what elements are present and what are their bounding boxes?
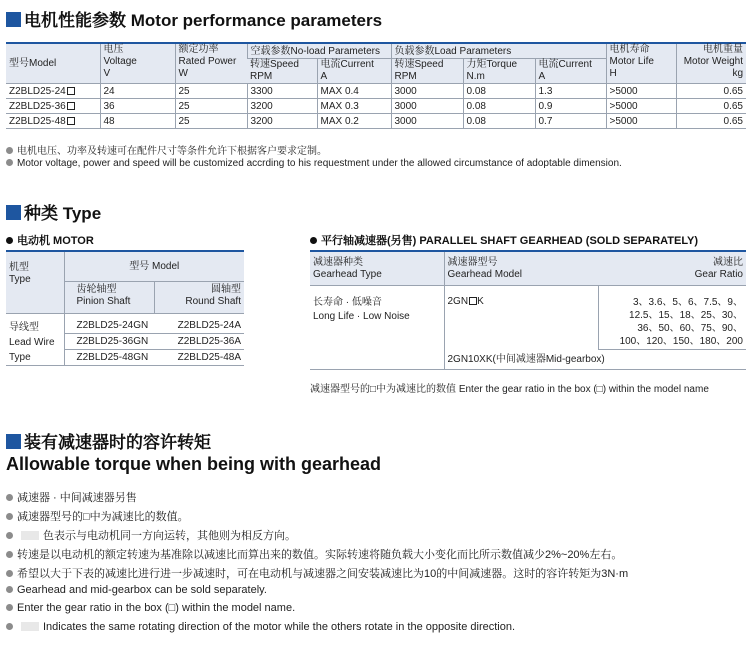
bullet-dot-icon bbox=[6, 147, 13, 154]
grey-swatch-icon bbox=[21, 531, 39, 540]
cell-nl-current: MAX 0.2 bbox=[317, 114, 391, 129]
cell-nl-speed: 3200 bbox=[247, 114, 317, 129]
header-load: 负载参数Load Parameters bbox=[391, 43, 606, 59]
header-noload: 空载参数No-load Parameters bbox=[247, 43, 391, 59]
torque-section-title-en: Allowable torque when being with gearhead bbox=[6, 454, 382, 474]
torque-bullet: 转速是以电动机的额定转速为基准除以减速比而算出来的数值。实际转速将随负载大小变化而比所示数值减少2%~20%左右。 bbox=[6, 546, 622, 562]
cell-model: Z2BLD25-48 bbox=[6, 114, 100, 129]
cell-life: >5000 bbox=[606, 84, 676, 99]
perf-section-title: 电机性能参数 Motor performance parameters bbox=[6, 6, 382, 31]
bullet-dot-icon bbox=[6, 494, 13, 501]
type-section-title: 种类 Type bbox=[6, 199, 101, 224]
cell-l-speed: 3000 bbox=[391, 99, 463, 114]
section-square-icon bbox=[6, 434, 21, 449]
torque-bullet: 减速器 · 中间减速器另售 bbox=[6, 489, 137, 505]
bullet-dot-icon bbox=[6, 604, 13, 611]
motor-subhead: 电动机 MOTOR bbox=[6, 232, 94, 248]
cell-gear-model: 2GN K bbox=[444, 285, 598, 349]
cell-nl-speed: 3200 bbox=[247, 99, 317, 114]
cell-gear-kind: 长寿命 · 低噪音 Long Life · Low Noise bbox=[310, 285, 444, 369]
header-voltage: 电压 Voltage V bbox=[100, 43, 175, 84]
table-row bbox=[6, 99, 746, 114]
table-row bbox=[6, 114, 746, 129]
checkbox-glyph-icon bbox=[469, 297, 477, 305]
table-header-row bbox=[310, 251, 746, 285]
cell-power: 25 bbox=[175, 84, 247, 99]
torque-bullet: Enter the gear ratio in the box (□) within the model name. bbox=[6, 602, 295, 614]
header-pinion: 齿轮轴型 Pinion Shaft bbox=[64, 281, 154, 313]
cell-l-speed: 3000 bbox=[391, 114, 463, 129]
header-nl-current: 电流Current A bbox=[317, 59, 391, 84]
cell-model: Z2BLD25-24 bbox=[6, 84, 100, 99]
performance-table bbox=[6, 42, 746, 129]
cell-torque: 0.08 bbox=[463, 84, 535, 99]
bullet-dot-icon bbox=[6, 513, 13, 520]
header-gear-type: 减速器种类 Gearhead Type bbox=[310, 251, 444, 285]
cell-voltage: 24 bbox=[100, 84, 175, 99]
cell-gear-ratio: 3、3.6、5、6、7.5、9、 12.5、15、18、25、30、 36、50、60、75、90、 100、120、150、180、200 bbox=[598, 285, 746, 349]
cell-torque: 0.08 bbox=[463, 114, 535, 129]
gearhead-table bbox=[310, 250, 746, 370]
bullet-dot-icon bbox=[6, 586, 13, 593]
torque-bullet: Gearhead and mid-gearbox can be sold separately. bbox=[6, 584, 267, 596]
section-square-icon bbox=[6, 12, 21, 27]
header-life: 电机寿命 Motor Life H bbox=[606, 43, 676, 84]
cell-l-speed: 3000 bbox=[391, 84, 463, 99]
table-row bbox=[6, 84, 746, 99]
header-gear-model: 减速器型号 Gearhead Model bbox=[444, 251, 598, 285]
torque-bullet: 色表示与电动机同一方向运转，其他则为相反方向。 bbox=[6, 527, 296, 543]
cell-leadwire: 导线型 Lead Wire Type bbox=[6, 313, 64, 365]
cell-nl-current: MAX 0.4 bbox=[317, 84, 391, 99]
gearhead-subhead: 平行轴减速器(另售) PARALLEL SHAFT GEARHEAD (SOLD SEPARATELY) bbox=[310, 232, 698, 248]
header-nl-speed: 转速Speed RPM bbox=[247, 59, 317, 84]
torque-bullet: Indicates the same rotating direction of the motor while the others rotate in the opposite direction. bbox=[6, 621, 515, 633]
cell-l-current: 0.9 bbox=[535, 99, 606, 114]
bullet-dot-icon bbox=[6, 159, 13, 166]
header-weight: 电机重量 Motor Weight kg bbox=[676, 43, 746, 84]
perf-note-cn: 电机电压、功率及转速可在配件尺寸等条件允许下根据客户要求定制。 bbox=[6, 142, 327, 157]
checkbox-glyph-icon bbox=[67, 87, 75, 95]
cell-power: 25 bbox=[175, 99, 247, 114]
cell-nl-current: MAX 0.3 bbox=[317, 99, 391, 114]
header-torque: 力矩Torque N.m bbox=[463, 59, 535, 84]
header-power: 额定功率 Rated Power W bbox=[175, 43, 247, 84]
header-l-speed: 转速Speed RPM bbox=[391, 59, 463, 84]
cell-round: Z2BLD25-36A bbox=[154, 333, 244, 349]
table-header-row bbox=[6, 251, 244, 281]
header-model: 型号 Model bbox=[64, 251, 244, 281]
section-square-icon bbox=[6, 205, 21, 220]
bullet-dot-icon bbox=[6, 237, 13, 244]
cell-power: 25 bbox=[175, 114, 247, 129]
torque-bullet: 减速器型号的□中为减速比的数值。 bbox=[6, 508, 189, 524]
grey-swatch-icon bbox=[21, 622, 39, 631]
cell-weight: 0.65 bbox=[676, 114, 746, 129]
table-row bbox=[6, 313, 244, 333]
cell-weight: 0.65 bbox=[676, 84, 746, 99]
cell-torque: 0.08 bbox=[463, 99, 535, 114]
cell-model: Z2BLD25-36 bbox=[6, 99, 100, 114]
bullet-dot-icon bbox=[6, 532, 13, 539]
cell-pinion: Z2BLD25-48GN bbox=[64, 349, 154, 365]
cell-weight: 0.65 bbox=[676, 99, 746, 114]
header-gear-ratio: 减速比 Gear Ratio bbox=[598, 251, 746, 285]
checkbox-glyph-icon bbox=[67, 102, 75, 110]
header-round: 圆轴型 Round Shaft bbox=[154, 281, 244, 313]
cell-pinion: Z2BLD25-36GN bbox=[64, 333, 154, 349]
cell-l-current: 1.3 bbox=[535, 84, 606, 99]
table-row bbox=[310, 285, 746, 349]
header-l-current: 电流Current A bbox=[535, 59, 606, 84]
torque-bullet: 希望以大于下表的减速比进行进一步减速时，可在电动机与减速器之间安装减速比为10的中间减速器。这时的容许转矩为3N·m bbox=[6, 565, 628, 581]
cell-round: Z2BLD25-48A bbox=[154, 349, 244, 365]
cell-life: >5000 bbox=[606, 114, 676, 129]
cell-round: Z2BLD25-24A bbox=[154, 313, 244, 333]
checkbox-glyph-icon bbox=[67, 117, 75, 125]
perf-note-en: Motor voltage, power and speed will be customized accrding to his requestment under the allowed circumstance of adoptable dimension. bbox=[6, 158, 622, 169]
gear-note: 减速器型号的□中为减速比的数值 Enter the gear ratio in the box (□) within the model name bbox=[310, 384, 709, 395]
bullet-dot-icon bbox=[6, 551, 13, 558]
table-header-row bbox=[6, 43, 746, 59]
cell-voltage: 48 bbox=[100, 114, 175, 129]
cell-voltage: 36 bbox=[100, 99, 175, 114]
motor-type-table bbox=[6, 250, 244, 366]
bullet-dot-icon bbox=[6, 623, 13, 630]
header-type: 机型 Type bbox=[6, 251, 64, 313]
header-model: 型号Model bbox=[6, 43, 100, 84]
bullet-dot-icon bbox=[310, 237, 317, 244]
cell-l-current: 0.7 bbox=[535, 114, 606, 129]
cell-mid-gearbox: 2GN10XK(中间减速器Mid-gearbox) bbox=[444, 349, 746, 369]
cell-life: >5000 bbox=[606, 99, 676, 114]
torque-section-title: 装有减速器时的容许转矩 bbox=[6, 428, 211, 453]
cell-pinion: Z2BLD25-24GN bbox=[64, 313, 154, 333]
cell-nl-speed: 3300 bbox=[247, 84, 317, 99]
bullet-dot-icon bbox=[6, 570, 13, 577]
